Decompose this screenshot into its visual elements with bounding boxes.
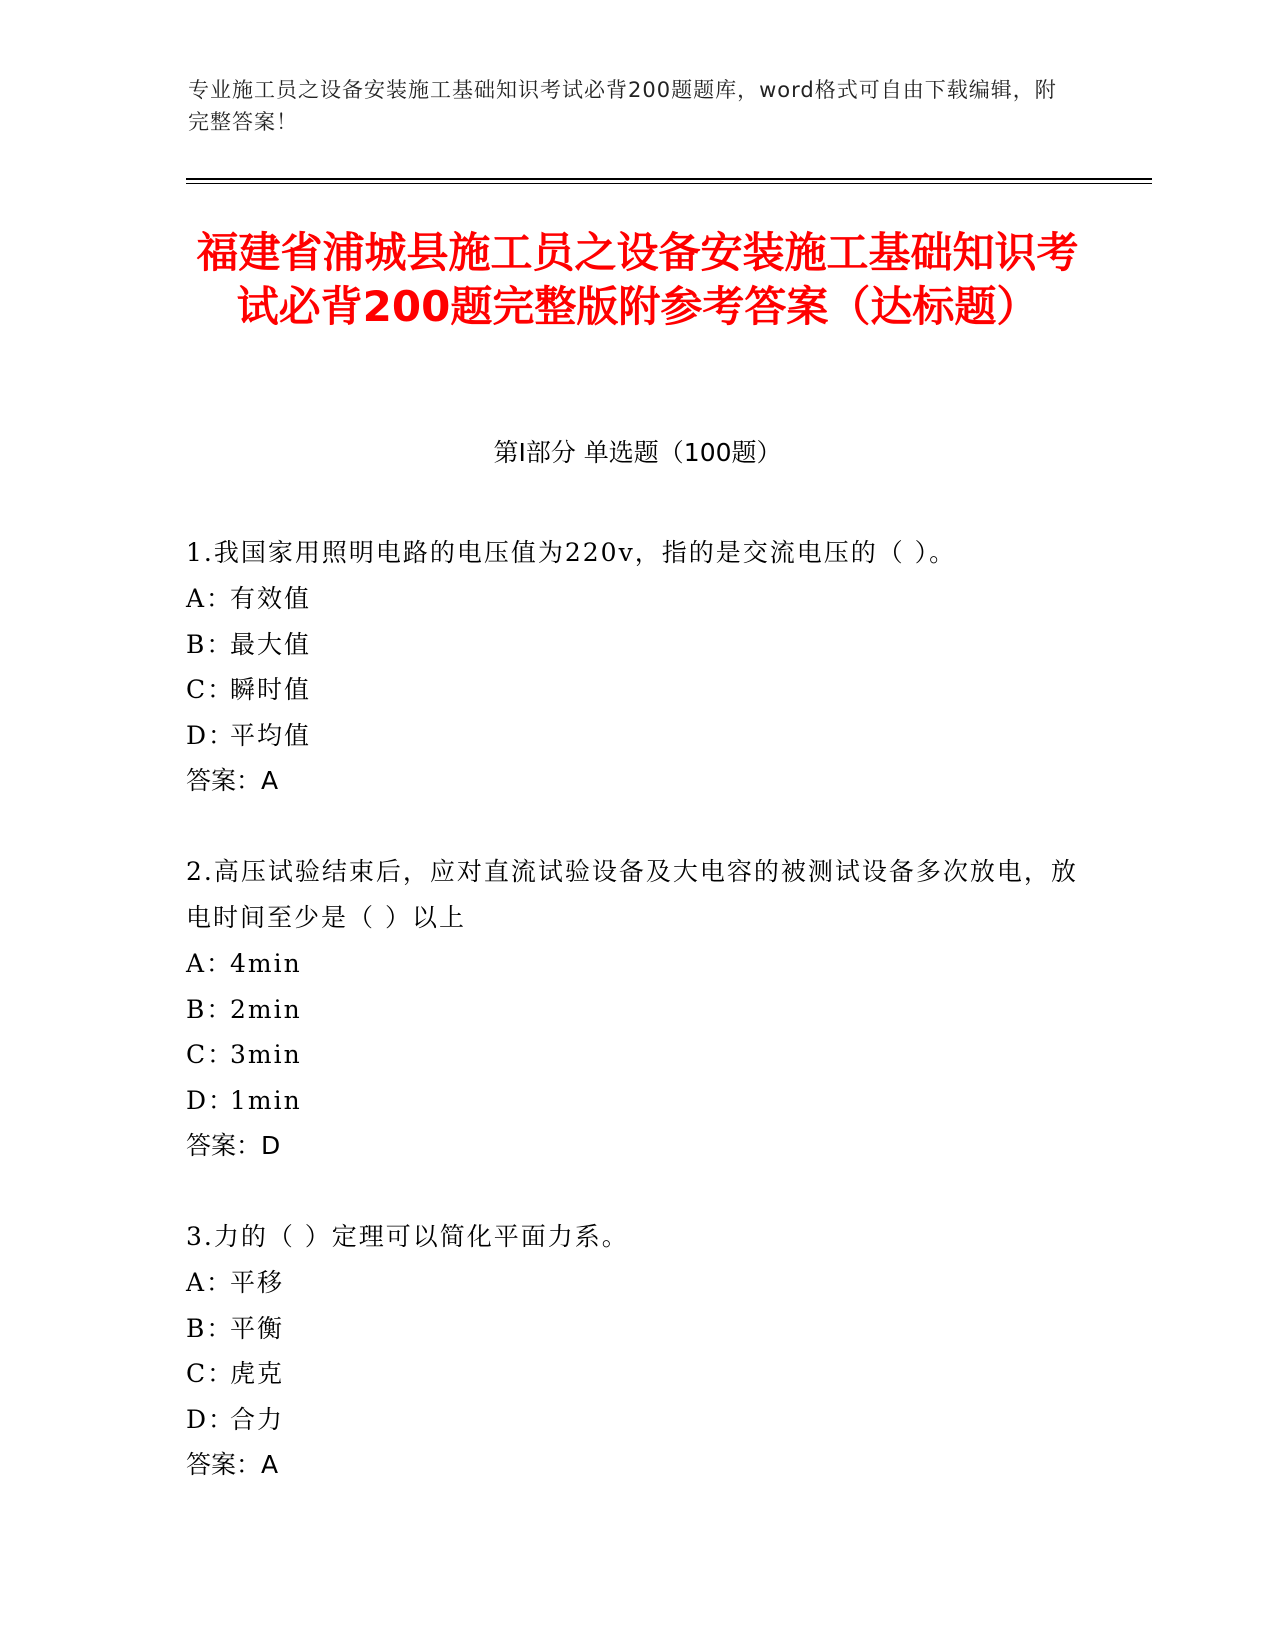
- option-d: [186, 713, 1086, 759]
- document-title: 福建省浦城县施工员之设备安装施工基础知识考试必背200题完整版附参考答案（达标题）: [196, 228, 1079, 331]
- option-letter: D：: [186, 720, 236, 750]
- option-letter: D：: [186, 1085, 236, 1115]
- option-text: 瞬时值: [230, 675, 312, 704]
- option-letter: B：: [186, 994, 234, 1024]
- question-2: [186, 849, 1086, 1169]
- option-b: [186, 1306, 1086, 1352]
- option-letter: A：: [186, 584, 234, 613]
- option-text: 平衡: [230, 1313, 285, 1343]
- option-c: [186, 667, 1086, 713]
- option-a: [186, 1260, 1086, 1306]
- answer-line: 答案：D: [186, 1131, 281, 1160]
- question-3: [186, 1214, 1086, 1488]
- option-letter: D：: [186, 1404, 236, 1434]
- question-list: [186, 530, 1086, 1533]
- header-divider-thin: [186, 183, 1152, 184]
- answer-line: 答案：A: [186, 766, 279, 795]
- question-stem: 2.高压试验结束后，应对直流试验设备及大电容的被测试设备多次放电，放电时间至少是（ ）以上: [186, 857, 1078, 932]
- header-note: 专业施工员之设备安装施工基础知识考试必背200题题库，word格式可自由下载编辑，附完整答案！: [188, 78, 1057, 134]
- option-text: 平移: [230, 1268, 285, 1297]
- option-letter: C：: [186, 1040, 235, 1069]
- option-c: [186, 1032, 1086, 1078]
- option-d: [186, 1078, 1086, 1124]
- option-text: 平均值: [230, 720, 312, 750]
- option-text: 合力: [230, 1404, 285, 1434]
- option-text: 2min: [230, 994, 302, 1024]
- option-b: [186, 987, 1086, 1033]
- option-letter: A：: [186, 1268, 234, 1297]
- option-c: [186, 1351, 1086, 1397]
- option-b: [186, 622, 1086, 668]
- option-letter: C：: [186, 1359, 235, 1388]
- question-1: [186, 530, 1086, 804]
- header-divider-thick: [186, 178, 1152, 180]
- option-text: 1min: [230, 1085, 302, 1115]
- option-text: 最大值: [230, 629, 312, 659]
- question-stem: 1.我国家用照明电路的电压值为220v，指的是交流电压的（ ）。: [186, 538, 957, 567]
- option-letter: B：: [186, 629, 234, 659]
- option-a: [186, 941, 1086, 987]
- option-letter: A：: [186, 949, 234, 978]
- option-text: 有效值: [230, 584, 312, 613]
- option-text: 3min: [230, 1040, 302, 1069]
- option-letter: C：: [186, 675, 235, 704]
- answer-line: 答案：A: [186, 1450, 279, 1479]
- option-a: [186, 576, 1086, 622]
- question-stem: 3.力的（ ）定理可以简化平面力系。: [186, 1222, 629, 1251]
- option-text: 虎克: [230, 1359, 285, 1388]
- option-letter: B：: [186, 1313, 234, 1343]
- option-d: [186, 1397, 1086, 1443]
- section-heading: 第I部分 单选题（100题）: [493, 438, 782, 467]
- option-text: 4min: [230, 949, 302, 978]
